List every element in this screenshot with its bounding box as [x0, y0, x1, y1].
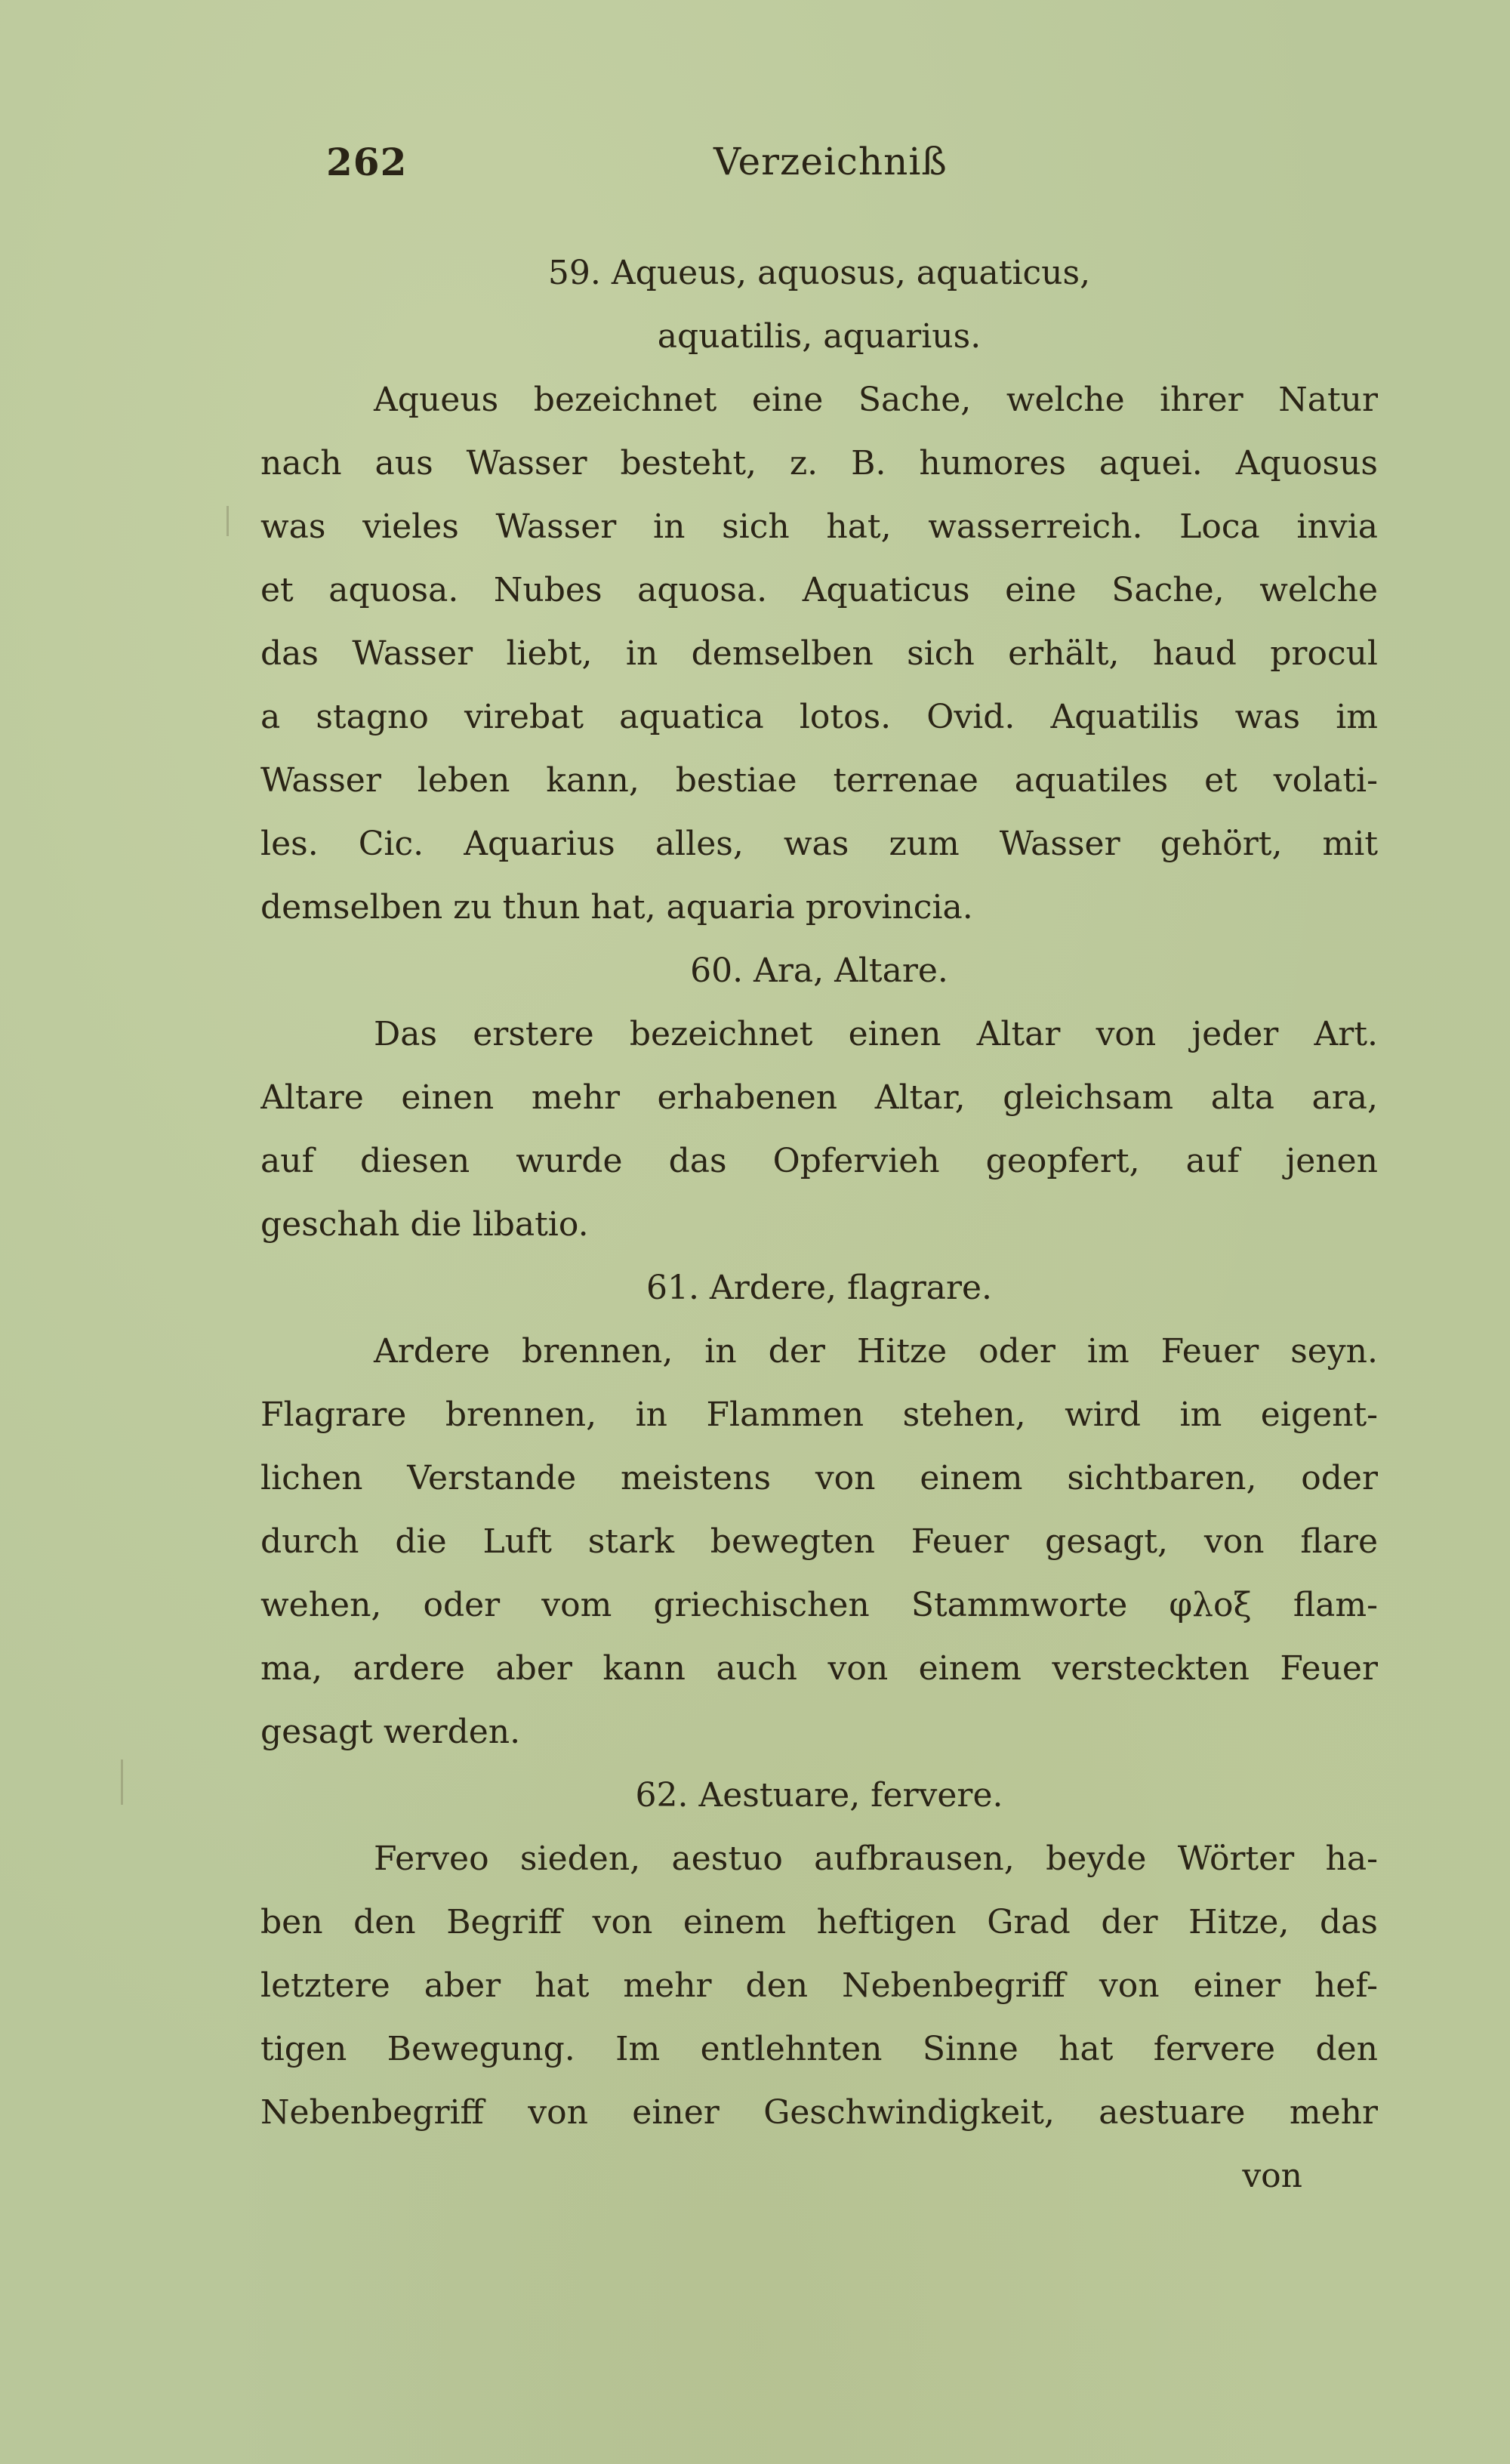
text-line: les. Cic. Aquarius alles, was zum Wasser gehört, mit — [260, 825, 1378, 863]
paper-blemish — [121, 1759, 123, 1805]
text-line: auf diesen wurde das Opfervieh geopfert, auf jenen — [260, 1142, 1378, 1180]
entry-heading: 61. Ardere, flagrare. — [646, 1269, 993, 1307]
entry-heading: 59. Aqueus, aquosus, aquaticus, — [547, 254, 1091, 292]
page-body — [260, 242, 1378, 2208]
text-line: tigen Bewegung. Im entlehnten Sinne hat fervere den — [260, 2030, 1378, 2068]
paragraph-first-line: Aqueus bezeichnet eine Sache, welche ihrer Natur — [374, 381, 1378, 419]
text-line: ma, ardere aber kann auch von einem versteckten Feuer — [260, 1649, 1378, 1688]
text-line: lichen Verstande meistens von einem sichtbaren, oder — [260, 1459, 1378, 1497]
paragraph-last-line: geschah die libatio. — [260, 1205, 589, 1244]
entry-heading: aquatilis, aquarius. — [657, 317, 982, 356]
page-number: 262 — [326, 140, 408, 184]
text-line: letztere aber hat mehr den Nebenbegriff von einer hef- — [260, 1966, 1378, 2005]
text-line: Flagrare brennen, in Flammen stehen, wird im eigent- — [260, 1395, 1378, 1434]
text-line: wehen, oder vom griechischen Stammworte φλοξ flam- — [260, 1586, 1378, 1624]
text-line: durch die Luft stark bewegten Feuer gesagt, von flare — [260, 1522, 1378, 1561]
text-line: Nebenbegriff von einer Geschwindigkeit, aestuare mehr — [260, 2093, 1378, 2132]
running-title: Verzeichniß — [713, 140, 948, 183]
text-line: nach aus Wasser besteht, z. B. humores aquei. Aquosus — [260, 444, 1378, 483]
text-line: was vieles Wasser in sich hat, wasserreich. Loca invia — [260, 507, 1378, 546]
paragraph-first-line: Ferveo sieden, aestuo aufbrausen, beyde Wörter ha- — [374, 1840, 1378, 1878]
text-line: das Wasser liebt, in demselben sich erhält, haud procul — [260, 634, 1378, 673]
catchword: von — [1242, 2157, 1302, 2195]
text-line: ben den Begriff von einem heftigen Grad der Hitze, das — [260, 1903, 1378, 1941]
paper-blemish — [226, 506, 229, 536]
text-line: Altare einen mehr erhabenen Altar, gleichsam alta ara, — [260, 1078, 1378, 1117]
text-line: a stagno virebat aquatica lotos. Ovid. Aquatilis was im — [260, 698, 1378, 736]
paragraph-last-line: gesagt werden. — [260, 1713, 521, 1751]
entry-heading: 62. Aestuare, fervere. — [635, 1776, 1003, 1815]
page-header — [0, 140, 1510, 200]
paragraph-first-line: Ardere brennen, in der Hitze oder im Feuer seyn. — [374, 1332, 1378, 1371]
text-line: et aquosa. Nubes aquosa. Aquaticus eine Sache, welche — [260, 571, 1378, 609]
text-line: Wasser leben kann, bestiae terrenae aquatiles et volati- — [260, 761, 1378, 800]
paragraph-last-line: demselben zu thun hat, aquaria provincia. — [260, 888, 973, 927]
paragraph-first-line: Das erstere bezeichnet einen Altar von jeder Art. — [374, 1015, 1378, 1053]
entry-heading: 60. Ara, Altare. — [690, 951, 948, 990]
